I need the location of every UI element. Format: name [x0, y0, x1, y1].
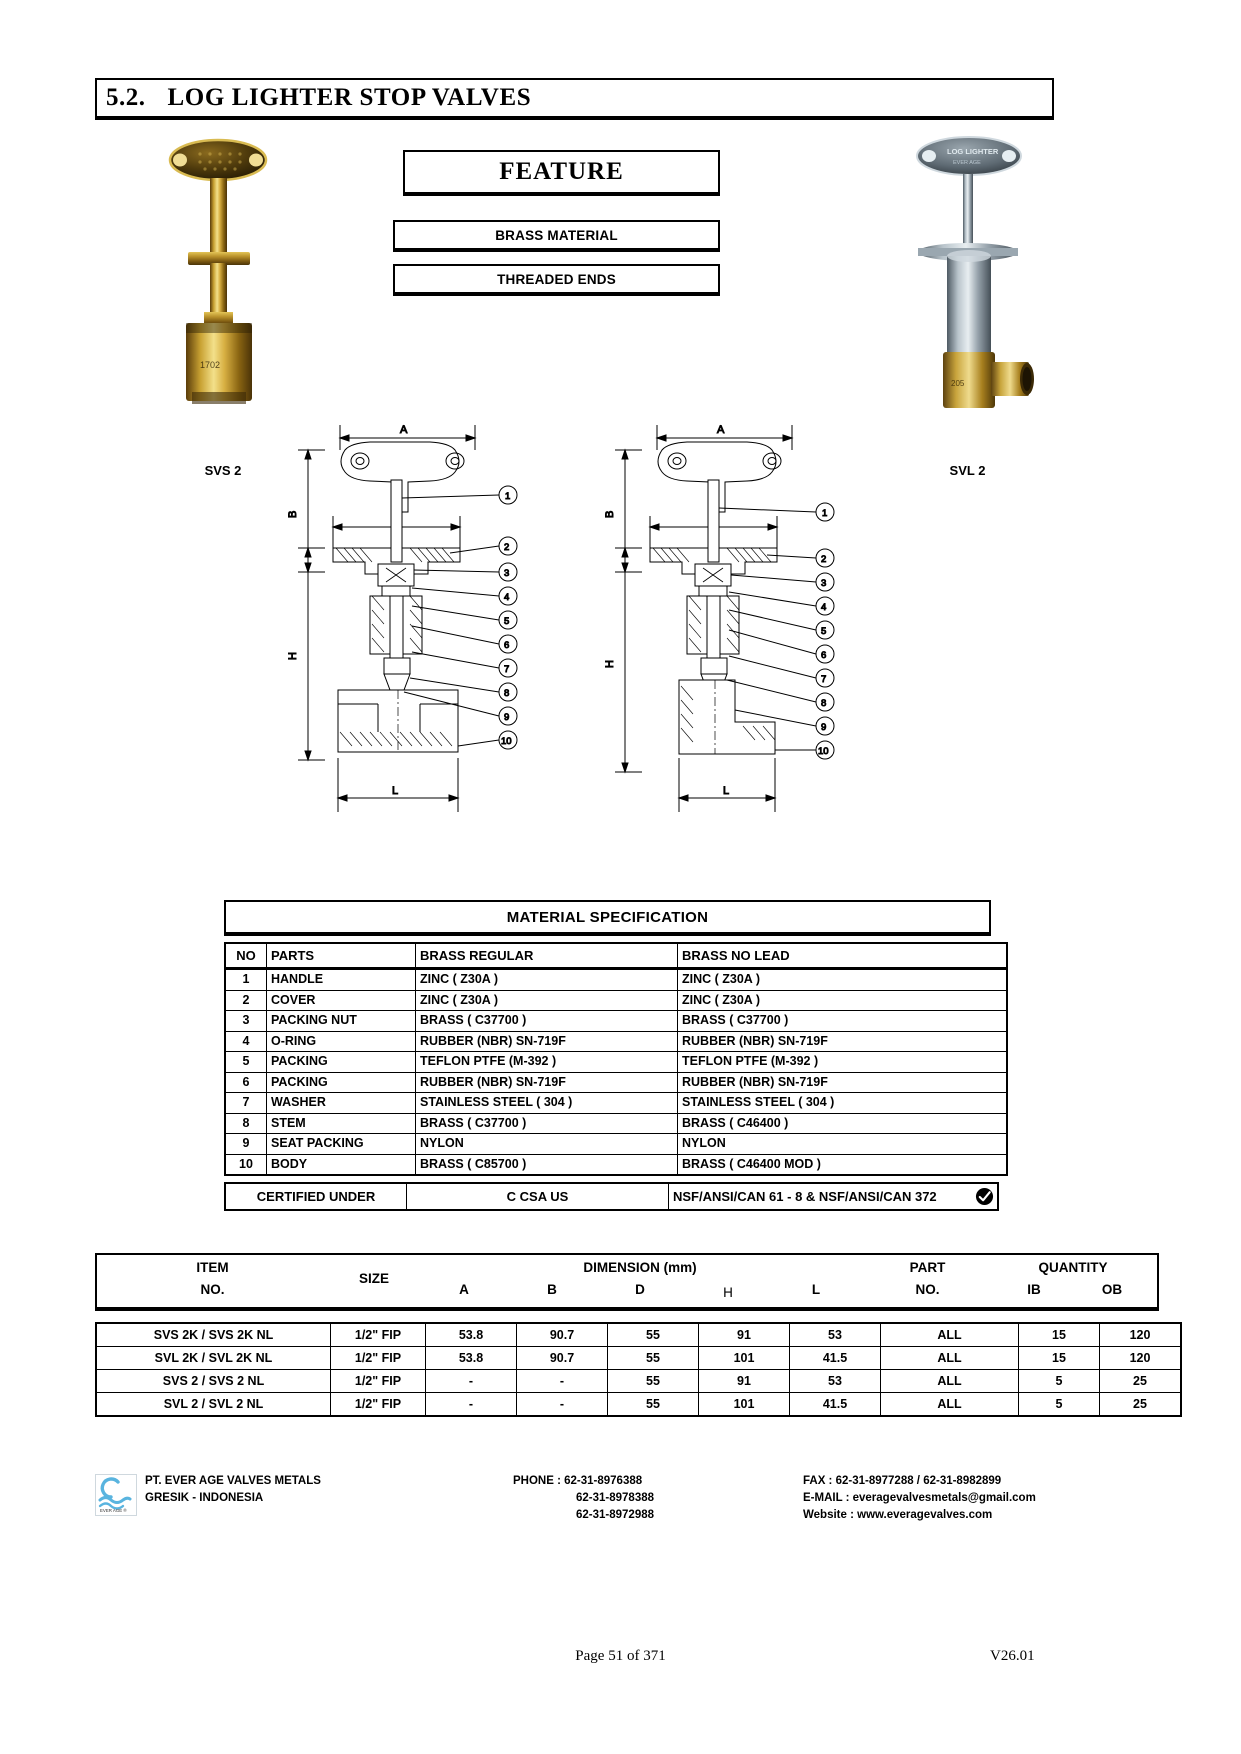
- cell-part: PACKING NUT: [267, 1011, 416, 1032]
- cell-part-no: ALL: [881, 1347, 1019, 1370]
- certified-no-lead-cell: [669, 1183, 999, 1210]
- nsf-check-icon: [975, 1187, 994, 1206]
- material-spec-table: [224, 942, 1008, 1176]
- cell-brass-regular: STAINLESS STEEL ( 304 ): [416, 1093, 678, 1114]
- col-header-d: D: [635, 1282, 645, 1297]
- col-header-parts: PARTS: [267, 943, 416, 969]
- table-row: [225, 1052, 1007, 1073]
- cross-section-drawing-svl: [604, 420, 917, 845]
- svg-text:L: L: [392, 785, 399, 797]
- svg-text:8: 8: [504, 688, 510, 699]
- svg-text:EVER AGE: EVER AGE: [953, 160, 981, 166]
- cell-dim-d: 55: [608, 1370, 699, 1393]
- section-title-bar: [95, 78, 1054, 118]
- col-header-item-no: NO.: [200, 1282, 225, 1297]
- cell-no: 10: [225, 1154, 267, 1175]
- svg-text:A: A: [717, 424, 725, 436]
- cell-qty-ib: 5: [1019, 1370, 1100, 1393]
- svg-text:4: 4: [821, 602, 827, 613]
- cell-no: 1: [225, 969, 267, 991]
- cell-no: 7: [225, 1093, 267, 1114]
- cell-brass-regular: BRASS ( C37700 ): [416, 1113, 678, 1134]
- cell-qty-ob: 25: [1100, 1393, 1182, 1417]
- certified-regular-value: C CSA US: [407, 1183, 669, 1210]
- feature-item-label: THREADED ENDS: [497, 271, 616, 287]
- feature-heading-box: [403, 150, 720, 194]
- cell-part: PACKING: [267, 1052, 416, 1073]
- cell-dim-a: 53.8: [426, 1347, 517, 1370]
- col-header-a: A: [459, 1282, 469, 1297]
- table-row: [225, 969, 1007, 991]
- cell-brass-regular: TEFLON PTFE (M-392 ): [416, 1052, 678, 1073]
- cell-qty-ib: 15: [1019, 1323, 1100, 1347]
- website-line: [803, 1507, 1036, 1524]
- feature-item-brass-material: [393, 220, 720, 250]
- product-photo-svl2: [895, 130, 1040, 430]
- col-header-ob: OB: [1101, 1282, 1123, 1297]
- photo-caption-svl2: SVL 2: [949, 463, 986, 478]
- cell-part: BODY: [267, 1154, 416, 1175]
- fax-line: [803, 1473, 1036, 1490]
- phone-value-1: 62-31-8976388: [564, 1475, 643, 1487]
- svg-text:1702: 1702: [200, 360, 221, 370]
- cell-part-no: ALL: [881, 1393, 1019, 1417]
- table-row: [96, 1323, 1181, 1347]
- table-row: [96, 1370, 1181, 1393]
- cell-dim-h: 91: [699, 1323, 790, 1347]
- table-row: [225, 990, 1007, 1011]
- cell-dim-d: 55: [608, 1323, 699, 1347]
- svg-text:H: H: [287, 652, 299, 660]
- cell-brass-no-lead: BRASS ( C46400 ): [678, 1113, 1008, 1134]
- company-logo-icon: [95, 1474, 137, 1516]
- cell-dim-b: -: [517, 1370, 608, 1393]
- svg-text:L: L: [723, 785, 730, 797]
- table-row: [225, 1134, 1007, 1155]
- cell-item-no: SVL 2 / SVL 2 NL: [96, 1393, 331, 1417]
- col-header-brass-regular: BRASS REGULAR: [416, 943, 678, 969]
- svg-text:205: 205: [951, 379, 965, 388]
- table-row: [225, 1011, 1007, 1032]
- svg-text:H: H: [604, 660, 616, 668]
- cell-no: 6: [225, 1072, 267, 1093]
- cell-no: 2: [225, 990, 267, 1011]
- certified-no-lead-value: NSF/ANSI/CAN 61 - 8 & NSF/ANSI/CAN 372: [673, 1189, 937, 1204]
- phone-value-2: 62-31-8978388: [576, 1492, 655, 1504]
- table-row: [225, 1072, 1007, 1093]
- cell-dim-l: 41.5: [790, 1347, 881, 1370]
- document-version: V26.01: [990, 1648, 1035, 1664]
- certified-under-label: CERTIFIED UNDER: [225, 1183, 407, 1210]
- cell-brass-no-lead: BRASS ( C46400 MOD ): [678, 1154, 1008, 1175]
- cell-dim-b: 90.7: [517, 1347, 608, 1370]
- table-header-row: [225, 943, 1007, 969]
- svg-text:3: 3: [504, 568, 510, 579]
- cell-brass-regular: NYLON: [416, 1134, 678, 1155]
- footer-contact-block: [803, 1473, 1036, 1524]
- cell-brass-regular: ZINC ( Z30A ): [416, 969, 678, 991]
- cell-brass-regular: RUBBER (NBR) SN-719F: [416, 1031, 678, 1052]
- svg-text:2: 2: [504, 542, 510, 553]
- svg-text:5: 5: [504, 616, 510, 627]
- cell-brass-regular: BRASS ( C37700 ): [416, 1011, 678, 1032]
- cell-item-no: SVS 2K / SVS 2K NL: [96, 1323, 331, 1347]
- dimension-table-header: [95, 1253, 1159, 1309]
- cell-part: WASHER: [267, 1093, 416, 1114]
- col-header-dimension-group: DIMENSION (mm): [583, 1260, 697, 1275]
- cell-part-no: ALL: [881, 1370, 1019, 1393]
- cell-part: HANDLE: [267, 969, 416, 991]
- phone-value-3: 62-31-8972988: [576, 1509, 655, 1521]
- cell-part-no: ALL: [881, 1323, 1019, 1347]
- email-value[interactable]: everagevalvesmetals@gmail.com: [852, 1492, 1036, 1504]
- table-row: [225, 1154, 1007, 1175]
- cell-brass-no-lead: RUBBER (NBR) SN-719F: [678, 1072, 1008, 1093]
- footer-phone-block: [513, 1473, 654, 1524]
- feature-item-label: BRASS MATERIAL: [495, 227, 618, 243]
- col-header-quantity-group: QUANTITY: [1038, 1260, 1108, 1275]
- cell-dim-h: 101: [699, 1393, 790, 1417]
- cell-brass-no-lead: ZINC ( Z30A ): [678, 969, 1008, 991]
- svg-text:8: 8: [821, 698, 827, 709]
- material-spec-banner-text: MATERIAL SPECIFICATION: [506, 908, 709, 926]
- cell-size: 1/2" FIP: [331, 1393, 426, 1417]
- cell-dim-l: 53: [790, 1370, 881, 1393]
- cell-part: COVER: [267, 990, 416, 1011]
- email-label: E-MAIL :: [803, 1492, 850, 1504]
- svg-text:10: 10: [501, 736, 512, 747]
- svg-text:B: B: [604, 510, 616, 518]
- company-name: PT. EVER AGE VALVES METALS: [145, 1475, 321, 1487]
- email-line: [803, 1490, 1036, 1507]
- svg-text:6: 6: [821, 650, 827, 661]
- col-header-brass-no-lead: BRASS NO LEAD: [678, 943, 1008, 969]
- cell-dim-b: -: [517, 1393, 608, 1417]
- cell-dim-a: 53.8: [426, 1323, 517, 1347]
- product-photo-svs2: [152, 130, 294, 435]
- website-label: Website :: [803, 1509, 854, 1521]
- phone-label: PHONE :: [513, 1475, 561, 1487]
- svg-text:B: B: [287, 510, 299, 518]
- photo-caption-svs2: SVS 2: [204, 463, 242, 478]
- svg-text:3: 3: [821, 578, 827, 589]
- col-header-part: PART: [909, 1260, 946, 1275]
- col-header-b: B: [547, 1282, 557, 1297]
- svg-text:LOG LIGHTER: LOG LIGHTER: [947, 147, 999, 156]
- dimension-table-body: [95, 1322, 1182, 1417]
- section-number: 5.2.: [106, 84, 146, 111]
- cell-size: 1/2" FIP: [331, 1347, 426, 1370]
- fax-value: 62-31-8977288 / 62-31-8982899: [835, 1475, 1002, 1487]
- svg-text:10: 10: [818, 746, 829, 757]
- cell-brass-regular: RUBBER (NBR) SN-719F: [416, 1072, 678, 1093]
- col-header-l: L: [811, 1282, 821, 1297]
- cell-dim-l: 41.5: [790, 1393, 881, 1417]
- cell-brass-no-lead: BRASS ( C37700 ): [678, 1011, 1008, 1032]
- phone-line-1: [513, 1473, 654, 1490]
- cell-qty-ib: 15: [1019, 1347, 1100, 1370]
- svg-text:2: 2: [821, 554, 827, 565]
- cell-no: 4: [225, 1031, 267, 1052]
- feature-item-threaded-ends: [393, 264, 720, 294]
- cell-part: STEM: [267, 1113, 416, 1134]
- cell-dim-d: 55: [608, 1393, 699, 1417]
- svg-text:6: 6: [504, 640, 510, 651]
- table-row: [225, 1031, 1007, 1052]
- cell-part: O-RING: [267, 1031, 416, 1052]
- cell-qty-ib: 5: [1019, 1393, 1100, 1417]
- svg-text:9: 9: [821, 722, 827, 733]
- cell-size: 1/2" FIP: [331, 1323, 426, 1347]
- cell-no: 8: [225, 1113, 267, 1134]
- svg-text:A: A: [400, 424, 408, 436]
- col-header-no: NO: [225, 943, 267, 969]
- cross-section-drawing-svs: [287, 420, 600, 845]
- cell-brass-regular: ZINC ( Z30A ): [416, 990, 678, 1011]
- website-value[interactable]: www.everagevalves.com: [857, 1509, 993, 1521]
- cell-brass-no-lead: RUBBER (NBR) SN-719F: [678, 1031, 1008, 1052]
- table-row: [225, 1093, 1007, 1114]
- fax-label: FAX :: [803, 1475, 833, 1487]
- company-location: GRESIK - INDONESIA: [145, 1492, 264, 1504]
- cell-dim-h: 101: [699, 1347, 790, 1370]
- col-header-item: ITEM: [196, 1260, 229, 1275]
- page-number: Page 51 of 371: [575, 1648, 666, 1664]
- cell-dim-a: -: [426, 1370, 517, 1393]
- col-header-part-no: NO.: [915, 1282, 940, 1297]
- section-title-text: LOG LIGHTER STOP VALVES: [167, 84, 532, 111]
- cell-qty-ob: 120: [1100, 1323, 1182, 1347]
- cell-dim-l: 53: [790, 1323, 881, 1347]
- table-row: [225, 1183, 998, 1210]
- svg-text:7: 7: [821, 674, 827, 685]
- col-header-size: SIZE: [358, 1271, 389, 1286]
- svg-text:9: 9: [504, 712, 510, 723]
- cell-qty-ob: 25: [1100, 1370, 1182, 1393]
- svg-text:1: 1: [822, 508, 828, 519]
- feature-heading-text: FEATURE: [499, 158, 624, 185]
- material-spec-banner: [224, 900, 991, 934]
- svg-text:5: 5: [821, 626, 827, 637]
- cell-size: 1/2" FIP: [331, 1370, 426, 1393]
- col-header-h: H: [723, 1285, 733, 1300]
- cell-no: 3: [225, 1011, 267, 1032]
- table-row: [96, 1347, 1181, 1370]
- cell-item-no: SVS 2 / SVS 2 NL: [96, 1370, 331, 1393]
- cell-qty-ob: 120: [1100, 1347, 1182, 1370]
- cell-part: PACKING: [267, 1072, 416, 1093]
- cell-dim-h: 91: [699, 1370, 790, 1393]
- cell-no: 5: [225, 1052, 267, 1073]
- table-row: [225, 1113, 1007, 1134]
- col-header-ib: IB: [1027, 1282, 1041, 1297]
- cell-brass-no-lead: ZINC ( Z30A ): [678, 990, 1008, 1011]
- cell-brass-no-lead: STAINLESS STEEL ( 304 ): [678, 1093, 1008, 1114]
- cell-brass-no-lead: NYLON: [678, 1134, 1008, 1155]
- cell-brass-no-lead: TEFLON PTFE (M-392 ): [678, 1052, 1008, 1073]
- svg-text:7: 7: [504, 664, 510, 675]
- cell-dim-a: -: [426, 1393, 517, 1417]
- svg-text:4: 4: [504, 592, 510, 603]
- svg-text:EVER AGE ®: EVER AGE ®: [100, 1508, 127, 1513]
- cell-part: SEAT PACKING: [267, 1134, 416, 1155]
- certified-under-table: [224, 1182, 999, 1211]
- cell-dim-b: 90.7: [517, 1323, 608, 1347]
- cell-no: 9: [225, 1134, 267, 1155]
- svg-text:1: 1: [505, 491, 511, 502]
- cell-item-no: SVL 2K / SVL 2K NL: [96, 1347, 331, 1370]
- table-row: [96, 1393, 1181, 1417]
- footer-company-block: [145, 1473, 321, 1507]
- cell-brass-regular: BRASS ( C85700 ): [416, 1154, 678, 1175]
- cell-dim-d: 55: [608, 1347, 699, 1370]
